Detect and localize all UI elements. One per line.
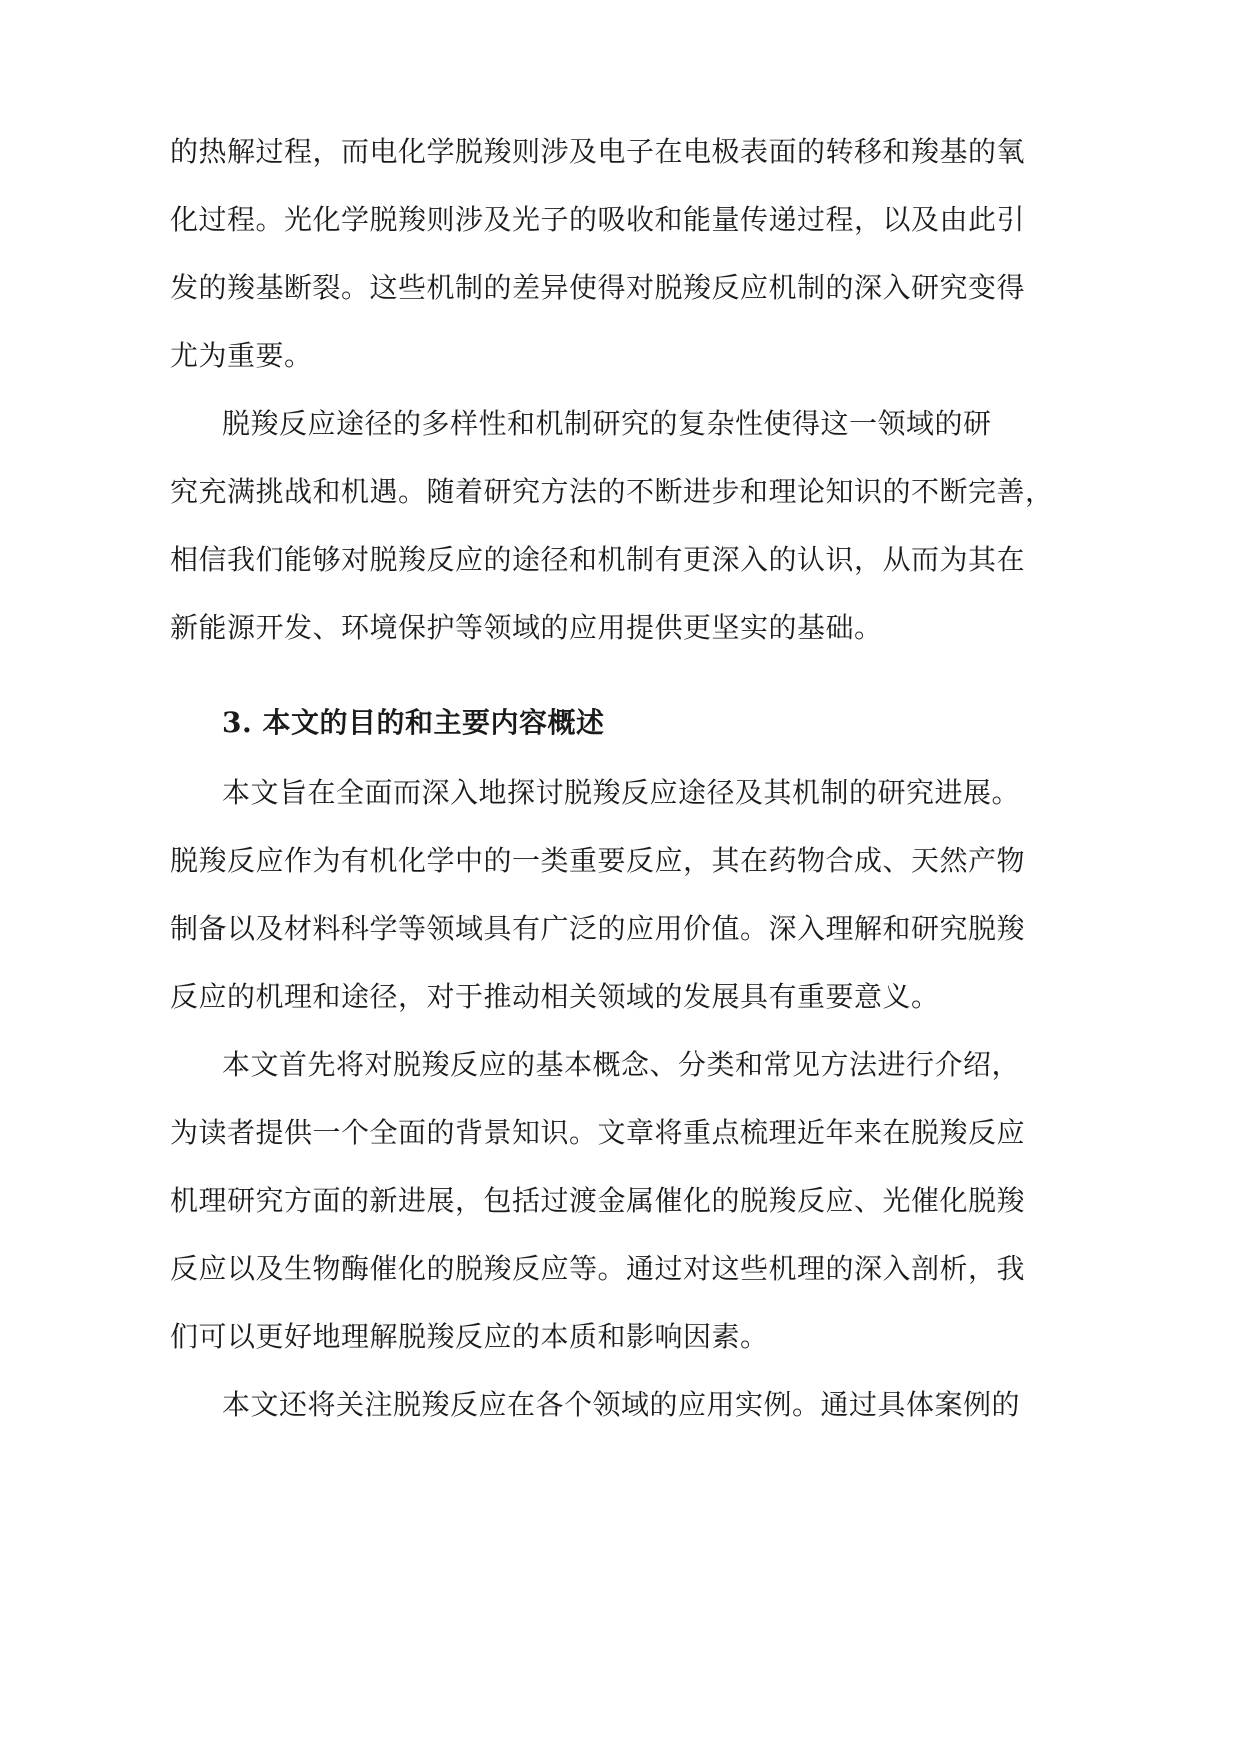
paragraph-2-line-2: 究充满挑战和机遇。随着研究方法的不断进步和理论知识的不断完善， [170, 475, 1054, 508]
paragraph-4-line-1: 本文首先将对脱羧反应的基本概念、分类和常见方法进行介绍， [222, 1048, 1021, 1081]
paragraph-2-line-3: 相信我们能够对脱羧反应的途径和机制有更深入的认识，从而为其在 [170, 543, 1026, 576]
paragraph-4-line-3: 机理研究方面的新进展，包括过渡金属催化的脱羧反应、光催化脱羧 [170, 1184, 1026, 1217]
paragraph-1-line-4: 尤为重要。 [170, 339, 313, 372]
paragraph-1-line-2: 化过程。光化学脱羧则涉及光子的吸收和能量传递过程，以及由此引 [170, 203, 1026, 236]
paragraph-2-line-4: 新能源开发、环境保护等领域的应用提供更坚实的基础。 [170, 611, 883, 644]
paragraph-4-line-5: 们可以更好地理解脱羧反应的本质和影响因素。 [170, 1320, 769, 1353]
paragraph-5-line-1: 本文还将关注脱羧反应在各个领域的应用实例。通过具体案例的 [222, 1388, 1021, 1421]
paragraph-3-line-1: 本文旨在全面而深入地探讨脱羧反应途径及其机制的研究进展。 [222, 776, 1021, 809]
paragraph-1-line-3: 发的羧基断裂。这些机制的差异使得对脱羧反应机制的深入研究变得 [170, 271, 1026, 304]
paragraph-4-line-4: 反应以及生物酶催化的脱羧反应等。通过对这些机理的深入剖析，我 [170, 1252, 1026, 1285]
paragraph-3-line-4: 反应的机理和途径，对于推动相关领域的发展具有重要意义。 [170, 980, 940, 1013]
paragraph-1-line-1: 的热解过程，而电化学脱羧则涉及电子在电极表面的转移和羧基的氧 [170, 135, 1026, 168]
paragraph-3-line-2: 脱羧反应作为有机化学中的一类重要反应，其在药物合成、天然产物 [170, 844, 1026, 877]
paragraph-2-line-1: 脱羧反应途径的多样性和机制研究的复杂性使得这一领域的研 [222, 407, 992, 440]
paragraph-3-line-3: 制备以及材料科学等领域具有广泛的应用价值。深入理解和研究脱羧 [170, 912, 1026, 945]
section-heading: 3. 本文的目的和主要内容概述 [222, 706, 605, 739]
paragraph-4-line-2: 为读者提供一个全面的背景知识。文章将重点梳理近年来在脱羧反应 [170, 1116, 1026, 1149]
